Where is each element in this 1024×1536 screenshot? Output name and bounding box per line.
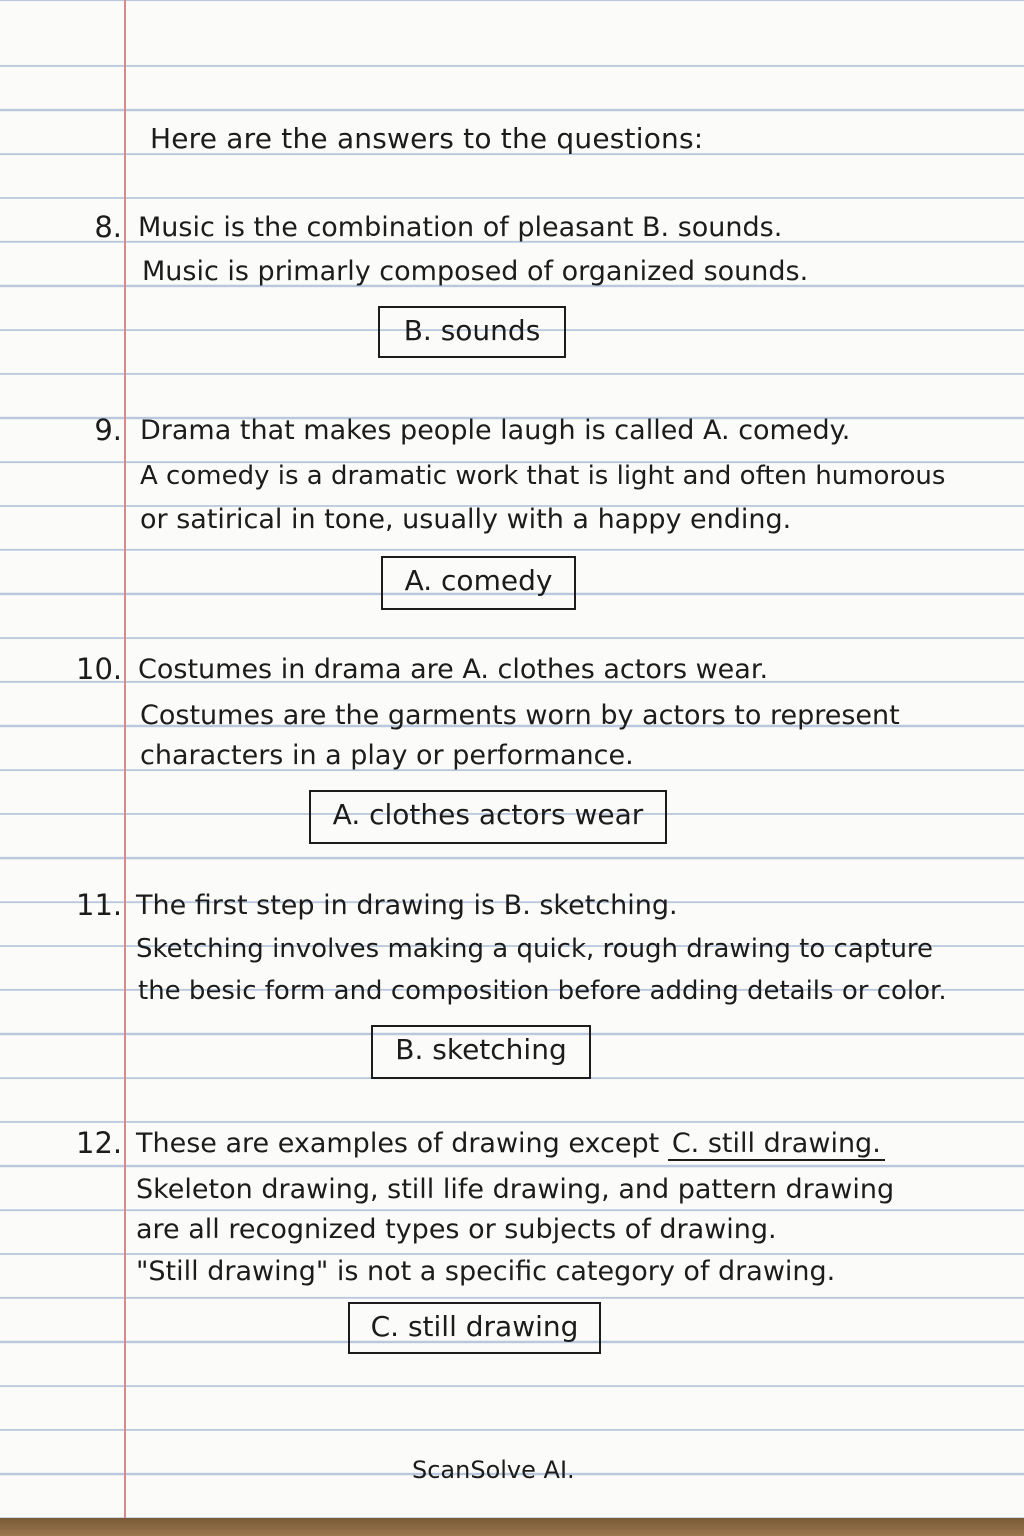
answer-box: A. comedy [381, 556, 576, 610]
explanation-text: Sketching involves making a quick, rough drawing to capture [136, 934, 934, 964]
explanation-text: "Still drawing" is not a specific category of drawing. [136, 1256, 836, 1287]
question-number: 11. [76, 888, 123, 922]
answer-box: A. clothes actors wear [309, 790, 667, 844]
question-number: 12. [76, 1126, 123, 1160]
question-text: Drama that makes people laugh is called A. comedy. [140, 415, 851, 446]
question-prefix: These are examples of drawing except [136, 1128, 660, 1159]
answer-box: B. sounds [378, 306, 566, 358]
question-number: 9. [94, 413, 122, 447]
question-text: Costumes in drama are A. clothes actors wear. [138, 654, 769, 685]
intro-text: Here are the answers to the questions: [150, 122, 704, 155]
explanation-text: Costumes are the garments worn by actors to represent [140, 700, 900, 731]
answer-box: C. still drawing [348, 1302, 601, 1354]
question-text: The first step in drawing is B. sketching. [136, 890, 678, 921]
footer-signature: ScanSolve AI. [412, 1456, 575, 1484]
answer-box: B. sketching [371, 1025, 591, 1079]
question-text: Music is the combination of pleasant B. sounds. [138, 212, 783, 243]
margin-line [124, 0, 126, 1518]
question-number: 10. [76, 652, 123, 686]
explanation-text: Skeleton drawing, still life drawing, and pattern drawing [136, 1174, 895, 1205]
underlined-answer: C. still drawing. [668, 1128, 885, 1161]
explanation-text: characters in a play or performance. [140, 740, 634, 771]
explanation-text: or satirical in tone, usually with a happy ending. [140, 504, 792, 535]
explanation-text: are all recognized types or subjects of drawing. [136, 1214, 777, 1245]
question-text [136, 1128, 885, 1159]
explanation-text: the besic form and composition before adding details or color. [138, 976, 947, 1006]
wooden-table-edge [0, 1518, 1024, 1536]
question-number: 8. [94, 210, 122, 244]
explanation-text: Music is primarly composed of organized sounds. [142, 256, 809, 287]
explanation-text: A comedy is a dramatic work that is light and often humorous [140, 461, 946, 491]
